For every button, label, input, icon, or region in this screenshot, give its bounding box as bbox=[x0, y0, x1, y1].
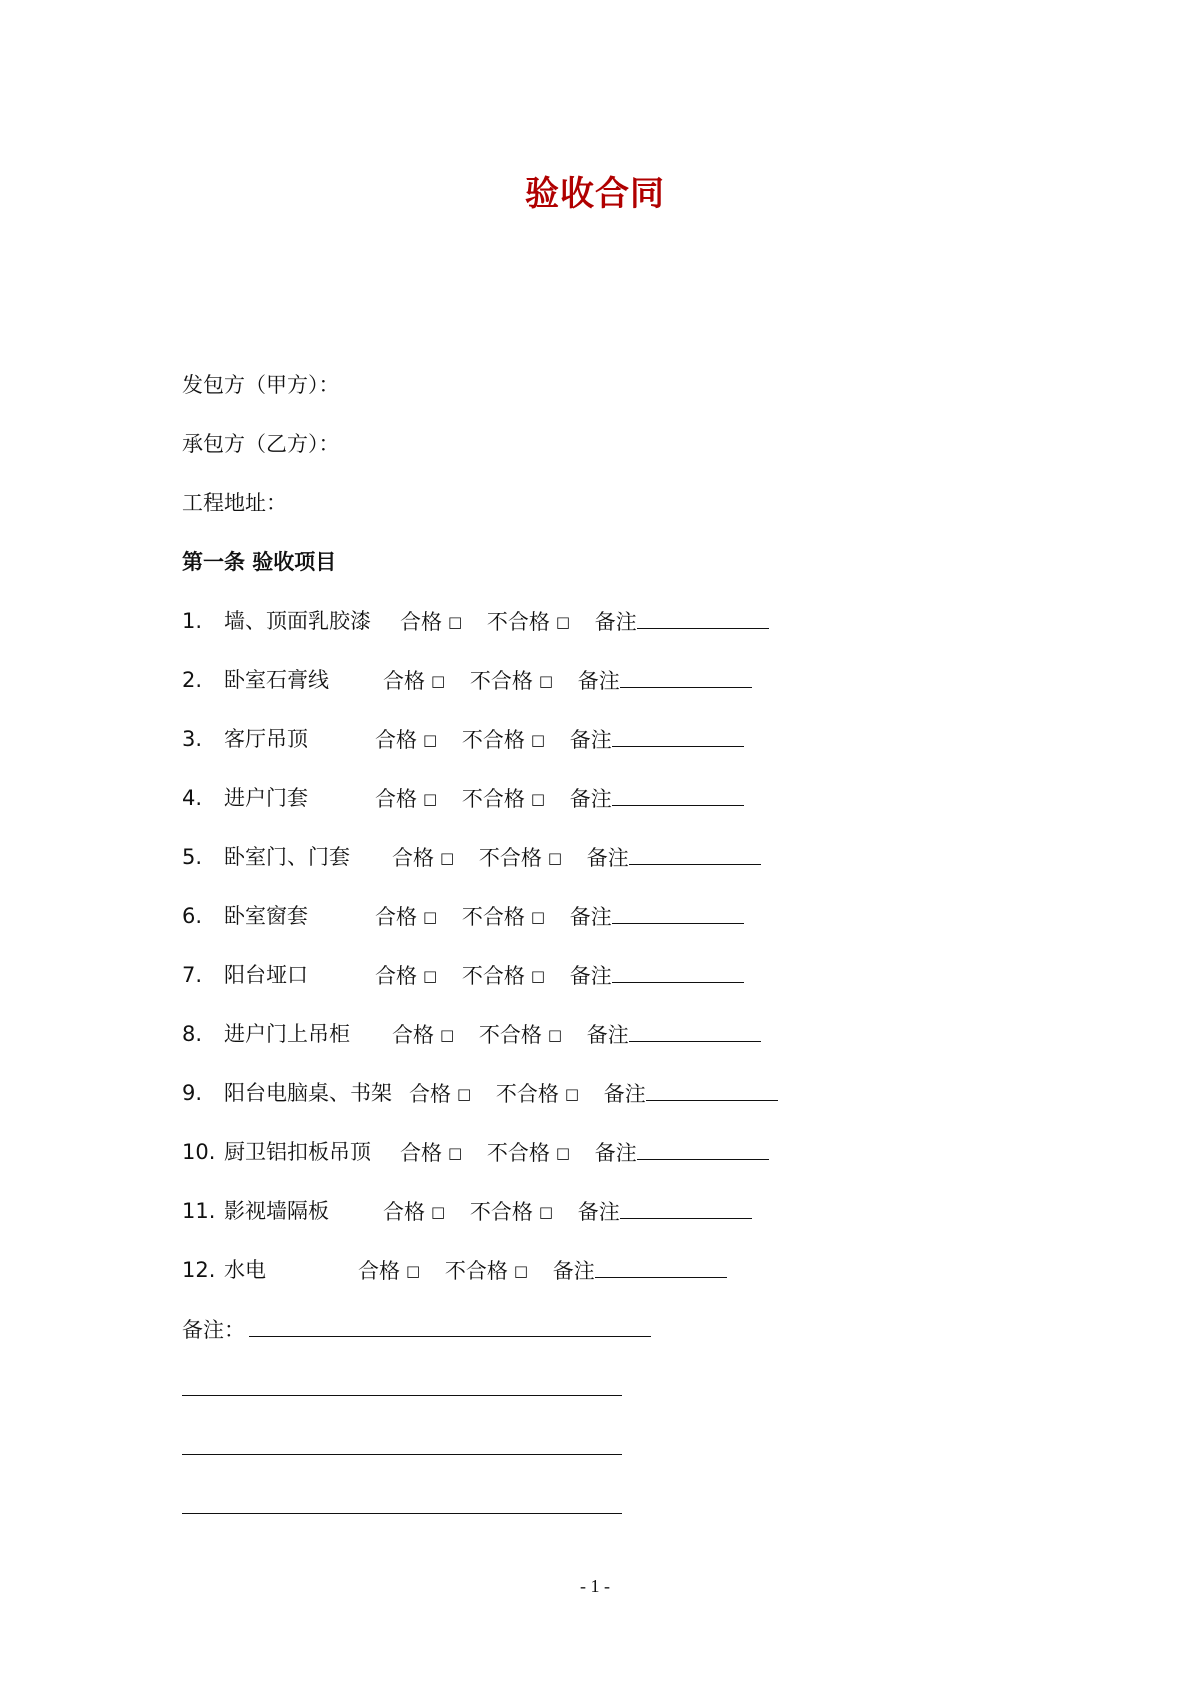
note-label: 备注 bbox=[569, 787, 612, 811]
inspection-item bbox=[182, 606, 982, 636]
fail-label: 不合格 bbox=[444, 1259, 508, 1283]
fail-checkbox[interactable]: □ bbox=[530, 908, 546, 926]
item-options bbox=[375, 783, 744, 816]
item-options bbox=[400, 606, 769, 639]
item-name: 阳台垭口 bbox=[224, 963, 308, 987]
pass-label: 合格 bbox=[375, 905, 417, 929]
item-name: 厨卫铝扣板吊顶 bbox=[224, 1140, 371, 1164]
note-blank[interactable] bbox=[612, 783, 744, 806]
fail-checkbox[interactable]: □ bbox=[538, 1203, 554, 1221]
inspection-item bbox=[182, 1078, 982, 1108]
item-name: 卧室门、门套 bbox=[224, 845, 350, 869]
note-blank[interactable] bbox=[629, 842, 761, 865]
item-options bbox=[375, 724, 744, 757]
pass-checkbox[interactable]: □ bbox=[448, 1144, 463, 1162]
item-number: 10. bbox=[182, 1140, 216, 1164]
fail-label: 不合格 bbox=[486, 1141, 550, 1165]
fail-label: 不合格 bbox=[461, 787, 525, 811]
pass-checkbox[interactable]: □ bbox=[440, 849, 455, 867]
item-number: 8. bbox=[182, 1022, 203, 1046]
note-label: 备注 bbox=[594, 1141, 637, 1165]
fail-label: 不合格 bbox=[478, 1023, 542, 1047]
pass-label: 合格 bbox=[392, 846, 434, 870]
note-label: 备注 bbox=[577, 669, 620, 693]
item-options bbox=[383, 1196, 752, 1229]
note-blank[interactable] bbox=[595, 1255, 727, 1278]
note-blank[interactable] bbox=[620, 665, 752, 688]
pass-label: 合格 bbox=[392, 1023, 434, 1047]
remarks-line[interactable] bbox=[182, 1395, 622, 1396]
item-name: 水电 bbox=[224, 1258, 266, 1282]
fail-label: 不合格 bbox=[461, 905, 525, 929]
fail-label: 不合格 bbox=[461, 728, 525, 752]
fail-checkbox[interactable]: □ bbox=[547, 1026, 563, 1044]
item-options bbox=[409, 1078, 778, 1111]
party-a-field: 发包方（甲方）： bbox=[182, 373, 340, 397]
note-blank[interactable] bbox=[612, 901, 744, 924]
pass-label: 合格 bbox=[400, 610, 442, 634]
item-number: 5. bbox=[182, 845, 203, 869]
note-label: 备注 bbox=[569, 964, 612, 988]
pass-label: 合格 bbox=[375, 728, 417, 752]
note-blank[interactable] bbox=[637, 1137, 769, 1160]
note-blank[interactable] bbox=[620, 1196, 752, 1219]
note-label: 备注 bbox=[594, 610, 637, 634]
item-options bbox=[375, 960, 744, 993]
inspection-item bbox=[182, 960, 982, 990]
note-blank[interactable] bbox=[646, 1078, 778, 1101]
fail-label: 不合格 bbox=[486, 610, 550, 634]
note-label: 备注 bbox=[569, 728, 612, 752]
pass-label: 合格 bbox=[409, 1082, 451, 1106]
item-number: 2. bbox=[182, 668, 203, 692]
fail-checkbox[interactable]: □ bbox=[530, 790, 546, 808]
pass-checkbox[interactable]: □ bbox=[440, 1026, 455, 1044]
note-blank[interactable] bbox=[637, 606, 769, 629]
note-label: 备注 bbox=[586, 846, 629, 870]
party-b-field: 承包方（乙方）： bbox=[182, 432, 340, 456]
item-number: 4. bbox=[182, 786, 203, 810]
fail-label: 不合格 bbox=[495, 1082, 559, 1106]
fail-checkbox[interactable]: □ bbox=[555, 1144, 571, 1162]
pass-checkbox[interactable]: □ bbox=[431, 672, 446, 690]
note-label: 备注 bbox=[603, 1082, 646, 1106]
fail-label: 不合格 bbox=[478, 846, 542, 870]
remarks-label: 备注： bbox=[182, 1318, 245, 1342]
note-blank[interactable] bbox=[612, 724, 744, 747]
item-name: 进户门套 bbox=[224, 786, 308, 810]
inspection-item bbox=[182, 1137, 982, 1167]
remarks-line[interactable] bbox=[182, 1513, 622, 1514]
inspection-item bbox=[182, 783, 982, 813]
note-label: 备注 bbox=[577, 1200, 620, 1224]
item-options bbox=[383, 665, 752, 698]
inspection-item bbox=[182, 842, 982, 872]
pass-label: 合格 bbox=[375, 787, 417, 811]
fail-label: 不合格 bbox=[469, 1200, 533, 1224]
fail-checkbox[interactable]: □ bbox=[538, 672, 554, 690]
pass-label: 合格 bbox=[400, 1141, 442, 1165]
note-blank[interactable] bbox=[612, 960, 744, 983]
fail-label: 不合格 bbox=[461, 964, 525, 988]
pass-label: 合格 bbox=[358, 1259, 400, 1283]
address-field: 工程地址： bbox=[182, 491, 287, 515]
remarks-row bbox=[182, 1314, 651, 1345]
fail-checkbox[interactable]: □ bbox=[564, 1085, 580, 1103]
pass-checkbox[interactable]: □ bbox=[423, 967, 438, 985]
document-title: 验收合同 bbox=[525, 174, 665, 214]
item-number: 12. bbox=[182, 1258, 216, 1282]
item-options bbox=[375, 901, 744, 934]
remarks-blank[interactable] bbox=[249, 1314, 651, 1337]
section-heading: 第一条 验收项目 bbox=[182, 550, 337, 574]
fail-checkbox[interactable]: □ bbox=[513, 1262, 529, 1280]
item-options bbox=[358, 1255, 727, 1288]
inspection-item bbox=[182, 1255, 982, 1285]
pass-checkbox[interactable]: □ bbox=[457, 1085, 472, 1103]
pass-checkbox[interactable]: □ bbox=[423, 908, 438, 926]
fail-label: 不合格 bbox=[469, 669, 533, 693]
inspection-item bbox=[182, 1019, 982, 1049]
item-name: 卧室窗套 bbox=[224, 904, 308, 928]
fail-checkbox[interactable]: □ bbox=[555, 613, 571, 631]
page-number: - 1 - bbox=[580, 1576, 610, 1596]
item-name: 影视墙隔板 bbox=[224, 1199, 329, 1223]
pass-checkbox[interactable]: □ bbox=[423, 790, 438, 808]
note-label: 备注 bbox=[569, 905, 612, 929]
remarks-line[interactable] bbox=[182, 1454, 622, 1455]
inspection-item bbox=[182, 724, 982, 754]
inspection-item bbox=[182, 901, 982, 931]
item-options bbox=[392, 842, 761, 875]
item-number: 9. bbox=[182, 1081, 203, 1105]
item-number: 1. bbox=[182, 609, 203, 633]
note-blank[interactable] bbox=[629, 1019, 761, 1042]
pass-checkbox[interactable]: □ bbox=[431, 1203, 446, 1221]
item-number: 3. bbox=[182, 727, 203, 751]
note-label: 备注 bbox=[552, 1259, 595, 1283]
item-name: 进户门上吊柜 bbox=[224, 1022, 350, 1046]
inspection-item bbox=[182, 1196, 982, 1226]
item-number: 11. bbox=[182, 1199, 216, 1223]
pass-label: 合格 bbox=[383, 1200, 425, 1224]
item-options bbox=[392, 1019, 761, 1052]
pass-checkbox[interactable]: □ bbox=[423, 731, 438, 749]
fail-checkbox[interactable]: □ bbox=[547, 849, 563, 867]
note-label: 备注 bbox=[586, 1023, 629, 1047]
pass-label: 合格 bbox=[375, 964, 417, 988]
pass-label: 合格 bbox=[383, 669, 425, 693]
pass-checkbox[interactable]: □ bbox=[406, 1262, 421, 1280]
item-name: 客厅吊顶 bbox=[224, 727, 308, 751]
inspection-item bbox=[182, 665, 982, 695]
item-name: 墙、顶面乳胶漆 bbox=[224, 609, 371, 633]
pass-checkbox[interactable]: □ bbox=[448, 613, 463, 631]
fail-checkbox[interactable]: □ bbox=[530, 967, 546, 985]
item-number: 7. bbox=[182, 963, 203, 987]
item-options bbox=[400, 1137, 769, 1170]
item-number: 6. bbox=[182, 904, 203, 928]
item-name: 阳台电脑桌、书架 bbox=[224, 1081, 392, 1105]
item-name: 卧室石膏线 bbox=[224, 668, 329, 692]
fail-checkbox[interactable]: □ bbox=[530, 731, 546, 749]
